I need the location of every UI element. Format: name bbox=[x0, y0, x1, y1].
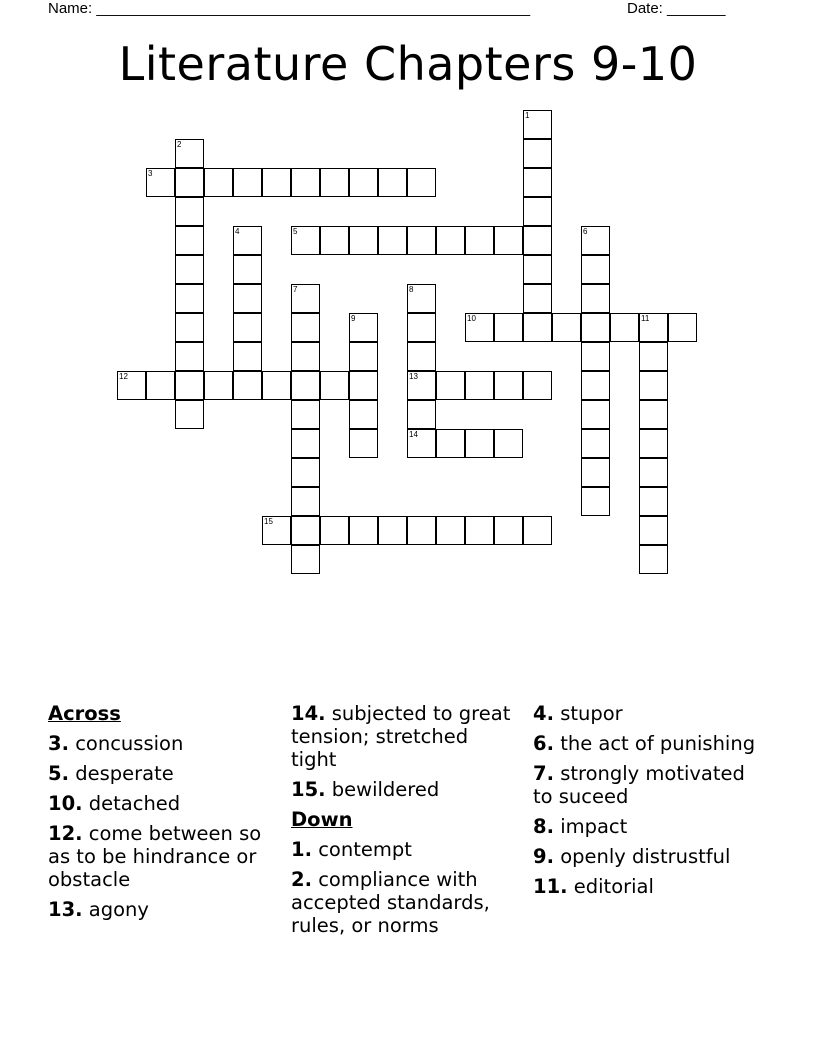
grid-cell[interactable] bbox=[291, 342, 320, 371]
grid-cell[interactable] bbox=[465, 371, 494, 400]
grid-cell[interactable] bbox=[407, 400, 436, 429]
clue-number: 4. bbox=[533, 702, 554, 725]
grid-cell[interactable] bbox=[233, 371, 262, 400]
clue-item bbox=[533, 815, 765, 838]
clue-text: openly distrustful bbox=[560, 845, 731, 868]
grid-cell[interactable] bbox=[581, 342, 610, 371]
clue-item bbox=[48, 762, 280, 785]
clue-item bbox=[533, 875, 765, 898]
grid-cell[interactable] bbox=[349, 516, 378, 545]
date-field-label[interactable]: Date: _______ bbox=[627, 0, 726, 17]
grid-cell[interactable] bbox=[349, 429, 378, 458]
grid-cell[interactable] bbox=[465, 226, 494, 255]
grid-cell[interactable] bbox=[581, 458, 610, 487]
grid-cell[interactable] bbox=[175, 284, 204, 313]
clue-number-label: 7 bbox=[293, 285, 298, 294]
grid-cell[interactable] bbox=[436, 516, 465, 545]
clue-number-label: 1 bbox=[525, 111, 530, 120]
grid-cell[interactable] bbox=[494, 516, 523, 545]
grid-cell[interactable] bbox=[465, 516, 494, 545]
clue-text: stupor bbox=[560, 702, 623, 725]
grid-cell[interactable] bbox=[146, 371, 175, 400]
grid-cell[interactable] bbox=[262, 168, 291, 197]
clue-number-label: 10 bbox=[467, 314, 476, 323]
grid-cell[interactable] bbox=[204, 168, 233, 197]
clue-text: detached bbox=[88, 792, 181, 815]
clue-text: compliance with accepted standards, rules, or norms bbox=[291, 868, 490, 937]
grid-cell[interactable] bbox=[349, 168, 378, 197]
clue-text: agony bbox=[88, 898, 149, 921]
clue-number: 1. bbox=[291, 838, 312, 861]
grid-cell[interactable] bbox=[494, 313, 523, 342]
grid-cell[interactable] bbox=[320, 371, 349, 400]
grid-cell[interactable] bbox=[204, 371, 233, 400]
grid-cell[interactable] bbox=[175, 342, 204, 371]
grid-cell[interactable] bbox=[523, 139, 552, 168]
grid-cell[interactable] bbox=[175, 371, 204, 400]
clue-number-label: 14 bbox=[409, 430, 418, 439]
grid-cell[interactable] bbox=[639, 545, 668, 574]
grid-cell[interactable] bbox=[494, 429, 523, 458]
grid-cell[interactable] bbox=[639, 458, 668, 487]
grid-cell[interactable] bbox=[523, 284, 552, 313]
grid-cell[interactable] bbox=[175, 168, 204, 197]
grid-cell[interactable] bbox=[639, 371, 668, 400]
clue-text: bewildered bbox=[331, 778, 440, 801]
grid-cell[interactable] bbox=[407, 516, 436, 545]
clue-item bbox=[291, 702, 516, 771]
grid-cell[interactable] bbox=[175, 400, 204, 429]
clue-item bbox=[533, 702, 765, 725]
clue-item bbox=[533, 845, 765, 868]
clue-item bbox=[48, 792, 280, 815]
clue-number: 10. bbox=[48, 792, 83, 815]
clue-number-label: 15 bbox=[264, 517, 273, 526]
clue-item bbox=[533, 732, 765, 755]
clue-number: 5. bbox=[48, 762, 69, 785]
down-heading: Down bbox=[291, 808, 353, 831]
grid-cell[interactable] bbox=[291, 313, 320, 342]
clue-item bbox=[48, 898, 280, 921]
grid-cell[interactable] bbox=[291, 429, 320, 458]
grid-cell[interactable] bbox=[233, 255, 262, 284]
clue-number-label: 9 bbox=[351, 314, 356, 323]
clue-number: 2. bbox=[291, 868, 312, 891]
grid-cell[interactable] bbox=[581, 255, 610, 284]
grid-cell[interactable] bbox=[436, 371, 465, 400]
name-field-label[interactable]: Name: ____________________________________________________ bbox=[48, 0, 531, 17]
grid-cell[interactable] bbox=[581, 400, 610, 429]
clue-number-label: 12 bbox=[119, 372, 128, 381]
grid-cell[interactable] bbox=[494, 371, 523, 400]
grid-cell[interactable] bbox=[639, 487, 668, 516]
grid-cell[interactable] bbox=[320, 516, 349, 545]
grid-cell[interactable] bbox=[523, 313, 552, 342]
grid-cell[interactable] bbox=[262, 371, 291, 400]
clue-item bbox=[533, 762, 765, 808]
clue-text: contempt bbox=[318, 838, 412, 861]
grid-cell[interactable] bbox=[291, 458, 320, 487]
grid-cell[interactable] bbox=[610, 313, 639, 342]
clue-number-label: 3 bbox=[148, 169, 153, 178]
grid-cell[interactable] bbox=[581, 487, 610, 516]
grid-cell[interactable] bbox=[639, 516, 668, 545]
grid-cell[interactable] bbox=[407, 313, 436, 342]
page-title: Literature Chapters 9-10 bbox=[118, 37, 698, 91]
grid-cell[interactable] bbox=[233, 313, 262, 342]
clue-number: 8. bbox=[533, 815, 554, 838]
grid-cell[interactable] bbox=[291, 545, 320, 574]
grid-cell[interactable] bbox=[523, 197, 552, 226]
clue-text: come between so as to be hindrance or obstacle bbox=[48, 822, 262, 891]
grid-cell[interactable] bbox=[581, 313, 610, 342]
grid-cell[interactable] bbox=[233, 284, 262, 313]
grid-cell[interactable] bbox=[291, 400, 320, 429]
grid-cell[interactable] bbox=[175, 313, 204, 342]
grid-cell[interactable] bbox=[291, 516, 320, 545]
grid-cell[interactable] bbox=[233, 342, 262, 371]
grid-cell[interactable] bbox=[175, 255, 204, 284]
clue-text: concussion bbox=[75, 732, 184, 755]
grid-cell[interactable] bbox=[320, 226, 349, 255]
clue-number-label: 2 bbox=[177, 140, 182, 149]
grid-cell[interactable] bbox=[407, 226, 436, 255]
clue-item bbox=[291, 868, 516, 937]
clue-number-label: 13 bbox=[409, 372, 418, 381]
grid-cell[interactable] bbox=[581, 284, 610, 313]
grid-cell[interactable] bbox=[639, 342, 668, 371]
clue-number-label: 8 bbox=[409, 285, 414, 294]
grid-cell[interactable] bbox=[291, 168, 320, 197]
clue-number-label: 5 bbox=[293, 227, 298, 236]
clue-number-label: 6 bbox=[583, 227, 588, 236]
clue-item bbox=[291, 778, 516, 801]
clue-number: 14. bbox=[291, 702, 326, 725]
grid-cell[interactable] bbox=[494, 226, 523, 255]
clue-number-label: 4 bbox=[235, 227, 240, 236]
grid-cell[interactable] bbox=[291, 371, 320, 400]
clue-item bbox=[291, 838, 516, 861]
clue-text: impact bbox=[560, 815, 628, 838]
grid-cell[interactable] bbox=[668, 313, 697, 342]
grid-cell[interactable] bbox=[378, 168, 407, 197]
grid-cell[interactable] bbox=[581, 371, 610, 400]
grid-cell[interactable] bbox=[349, 226, 378, 255]
grid-cell[interactable] bbox=[233, 168, 262, 197]
clue-text: editorial bbox=[573, 875, 654, 898]
clue-number: 9. bbox=[533, 845, 554, 868]
grid-cell[interactable] bbox=[436, 429, 465, 458]
grid-cell[interactable] bbox=[349, 400, 378, 429]
grid-cell[interactable] bbox=[349, 371, 378, 400]
clue-number: 6. bbox=[533, 732, 554, 755]
grid-cell[interactable] bbox=[523, 168, 552, 197]
clue-number: 13. bbox=[48, 898, 83, 921]
clue-column-1 bbox=[48, 702, 280, 928]
grid-cell[interactable] bbox=[639, 429, 668, 458]
grid-cell[interactable] bbox=[523, 255, 552, 284]
clue-text: strongly motivated to suceed bbox=[533, 762, 745, 808]
grid-cell[interactable] bbox=[175, 197, 204, 226]
grid-cell[interactable] bbox=[291, 487, 320, 516]
grid-cell[interactable] bbox=[349, 342, 378, 371]
grid-cell[interactable] bbox=[523, 371, 552, 400]
grid-cell[interactable] bbox=[320, 168, 349, 197]
clue-column-2 bbox=[291, 702, 516, 944]
across-heading: Across bbox=[48, 702, 121, 725]
grid-cell[interactable] bbox=[175, 226, 204, 255]
clue-number: 12. bbox=[48, 822, 83, 845]
grid-cell[interactable] bbox=[407, 168, 436, 197]
clue-text: the act of punishing bbox=[560, 732, 756, 755]
clue-number: 11. bbox=[533, 875, 568, 898]
clue-text: subjected to great tension; stretched tight bbox=[291, 702, 511, 771]
clue-item bbox=[48, 822, 280, 891]
clue-number: 7. bbox=[533, 762, 554, 785]
grid-cell[interactable] bbox=[523, 516, 552, 545]
grid-cell[interactable] bbox=[407, 342, 436, 371]
grid-cell[interactable] bbox=[378, 516, 407, 545]
grid-cell[interactable] bbox=[523, 226, 552, 255]
grid-cell[interactable] bbox=[465, 429, 494, 458]
clue-text: desperate bbox=[75, 762, 174, 785]
clue-item bbox=[48, 732, 280, 755]
clue-number: 15. bbox=[291, 778, 326, 801]
grid-cell[interactable] bbox=[639, 400, 668, 429]
clue-number: 3. bbox=[48, 732, 69, 755]
grid-cell[interactable] bbox=[581, 429, 610, 458]
grid-cell[interactable] bbox=[436, 226, 465, 255]
grid-cell[interactable] bbox=[378, 226, 407, 255]
clue-column-3 bbox=[533, 702, 765, 905]
clue-number-label: 11 bbox=[641, 314, 650, 323]
grid-cell[interactable] bbox=[552, 313, 581, 342]
